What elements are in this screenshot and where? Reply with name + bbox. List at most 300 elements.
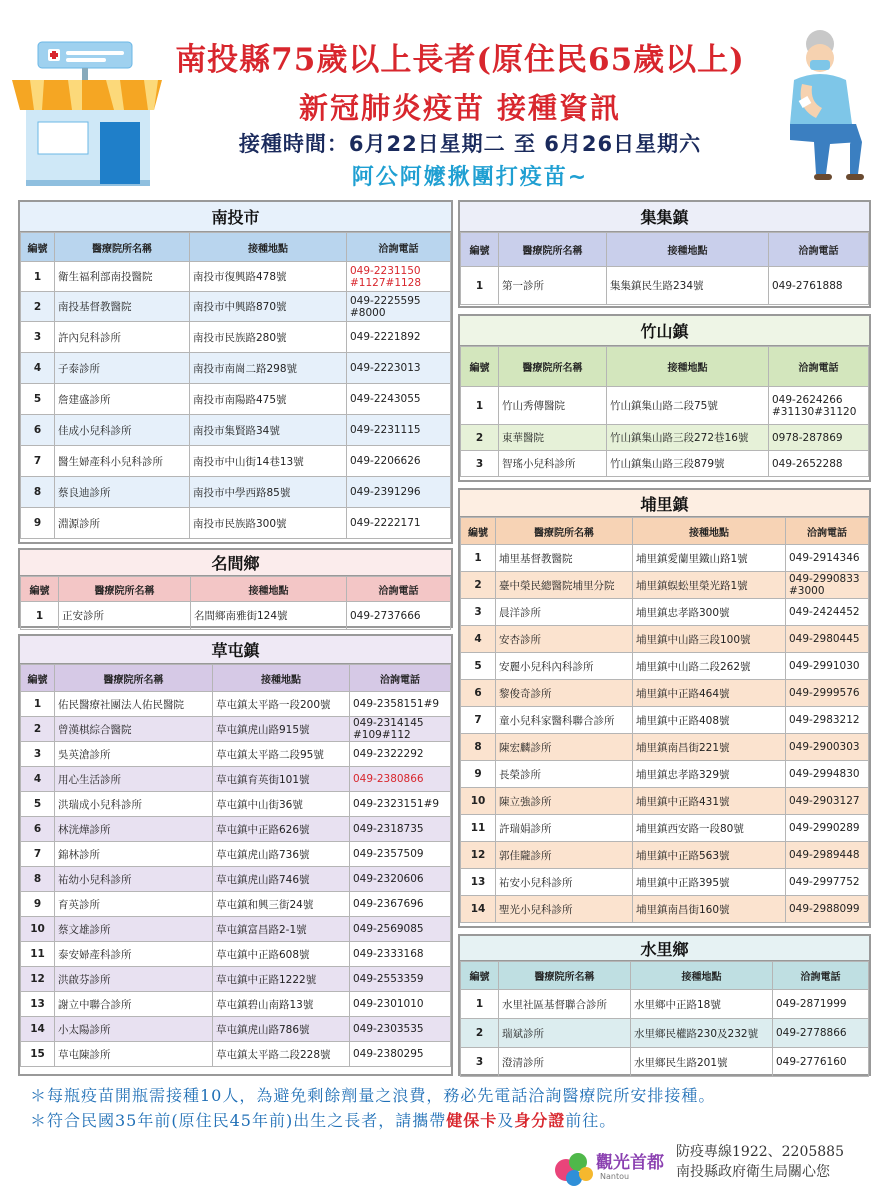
clinic-address: 埔里鎮中正路431號 bbox=[633, 788, 786, 815]
agency-text: 南投縣政府衛生局關心您 bbox=[676, 1164, 830, 1180]
table-row bbox=[461, 815, 869, 842]
clinic-name: 許瑞娟診所 bbox=[496, 815, 633, 842]
table-row bbox=[21, 415, 451, 446]
col-header-name: 醫療院所名稱 bbox=[499, 347, 607, 387]
col-header-number: 編號 bbox=[21, 577, 59, 602]
clinic-name: 臺中榮民總醫院埔里分院 bbox=[496, 572, 633, 599]
phone-number: 049-2367696 bbox=[353, 898, 424, 910]
table-row bbox=[21, 262, 451, 292]
table-body bbox=[461, 387, 869, 477]
phone-extension: #8000 bbox=[350, 306, 386, 319]
row-number: 13 bbox=[461, 869, 496, 896]
clinic-phone bbox=[347, 415, 451, 446]
clinic-phone bbox=[347, 262, 451, 292]
clinic-phone bbox=[786, 815, 869, 842]
clinic-phone bbox=[786, 572, 869, 599]
clinic-table bbox=[20, 232, 451, 539]
clinic-address: 埔里鎮西安路一段80號 bbox=[633, 815, 786, 842]
col-header-location: 接種地點 bbox=[607, 233, 769, 267]
phone-number: 0978-287869 bbox=[772, 431, 843, 444]
row-number: 7 bbox=[21, 446, 55, 477]
phone-extension: #109#112 bbox=[353, 729, 411, 741]
clinic-phone bbox=[769, 425, 869, 451]
clinic-address: 埔里鎮中正路464號 bbox=[633, 680, 786, 707]
phone-number: 049-2652288 bbox=[772, 457, 843, 470]
row-number: 12 bbox=[21, 967, 55, 992]
col-header-number: 編號 bbox=[21, 665, 55, 692]
phone-number: 049-2231115 bbox=[350, 424, 421, 436]
clinic-phone bbox=[350, 942, 451, 967]
col-header-location: 接種地點 bbox=[213, 665, 350, 692]
clinic-phone bbox=[350, 792, 451, 817]
col-header-phone: 洽詢電話 bbox=[347, 577, 451, 602]
clinic-phone bbox=[350, 742, 451, 767]
table-row bbox=[461, 653, 869, 680]
table-row bbox=[21, 508, 451, 539]
clinic-address: 竹山鎮集山路三段272巷16號 bbox=[607, 425, 769, 451]
phone-number: 049-2314145 bbox=[353, 717, 424, 729]
table-row bbox=[21, 817, 451, 842]
row-number: 1 bbox=[461, 267, 499, 305]
note-required-documents bbox=[30, 1108, 616, 1131]
clinic-phone bbox=[347, 384, 451, 415]
clinic-phone bbox=[350, 817, 451, 842]
phone-number: 049-2380866 bbox=[353, 773, 424, 785]
phone-number: 049-2553359 bbox=[353, 973, 424, 985]
clinic-address: 草屯鎮太平路一段200號 bbox=[213, 692, 350, 717]
table-row bbox=[21, 767, 451, 792]
phone-number: 049-2624266 bbox=[772, 393, 843, 406]
clinic-phone bbox=[769, 387, 869, 425]
table-row bbox=[461, 869, 869, 896]
table-row bbox=[461, 599, 869, 626]
clinic-phone bbox=[347, 602, 451, 630]
clinic-address: 埔里鎮南昌街221號 bbox=[633, 734, 786, 761]
slogan-text: 阿公阿嬤揪團打疫苗~ bbox=[351, 165, 589, 190]
row-number: 8 bbox=[21, 477, 55, 508]
table-row bbox=[461, 842, 869, 869]
clinic-address: 埔里鎮中正路395號 bbox=[633, 869, 786, 896]
clinic-address: 名間鄉南雅街124號 bbox=[191, 602, 347, 630]
col-header-phone: 洽詢電話 bbox=[773, 962, 869, 990]
clinic-phone bbox=[350, 1042, 451, 1067]
table-row bbox=[21, 477, 451, 508]
phone-number: 049-2997752 bbox=[789, 876, 860, 888]
clinic-address: 埔里鎮忠孝路300號 bbox=[633, 599, 786, 626]
clinic-phone bbox=[786, 788, 869, 815]
page-title: 南投縣75歲以上長者(原住民65歲以上) bbox=[175, 42, 745, 78]
table-row bbox=[461, 387, 869, 425]
row-number: 2 bbox=[21, 292, 55, 322]
table-row bbox=[21, 384, 451, 415]
clinic-address: 埔里鎮愛蘭里鐵山路1號 bbox=[633, 545, 786, 572]
clinic-phone bbox=[350, 992, 451, 1017]
row-number: 14 bbox=[21, 1017, 55, 1042]
schedule-text: 接種時間：6月22日星期二 至 6月26日星期六 bbox=[238, 132, 702, 156]
row-number: 2 bbox=[461, 425, 499, 451]
clinic-name: 東華醫院 bbox=[499, 425, 607, 451]
table-body bbox=[21, 602, 451, 630]
row-number: 9 bbox=[461, 761, 496, 788]
phone-number: 049-2903127 bbox=[789, 795, 860, 807]
clinic-name: 洪啟芬診所 bbox=[55, 967, 213, 992]
table-row bbox=[461, 788, 869, 815]
clinic-name: 安杏診所 bbox=[496, 626, 633, 653]
clinic-phone bbox=[786, 734, 869, 761]
clinic-name: 育英診所 bbox=[55, 892, 213, 917]
note-and: 及 bbox=[497, 1111, 515, 1130]
phone-number: 049-2303535 bbox=[353, 1023, 424, 1035]
clinic-name: 澄清診所 bbox=[499, 1048, 631, 1077]
hotline-text: 防疫專線1922、2205885 bbox=[676, 1144, 844, 1160]
clinic-name: 第一診所 bbox=[499, 267, 607, 305]
col-header-name: 醫療院所名稱 bbox=[499, 962, 631, 990]
phone-number: 049-2900303 bbox=[789, 741, 860, 753]
row-number: 3 bbox=[461, 599, 496, 626]
phone-number: 049-2991030 bbox=[789, 660, 860, 672]
phone-number: 049-2320606 bbox=[353, 873, 424, 885]
row-number: 1 bbox=[21, 262, 55, 292]
clinic-name: 吳英滄診所 bbox=[55, 742, 213, 767]
clinic-address: 草屯鎮中正路626號 bbox=[213, 817, 350, 842]
phone-number: 049-2988099 bbox=[789, 903, 860, 915]
clinic-name: 祐安小兒科診所 bbox=[496, 869, 633, 896]
table-row bbox=[21, 942, 451, 967]
table-row bbox=[461, 1048, 869, 1077]
phone-number: 049-2424452 bbox=[789, 606, 860, 618]
clinic-name: 瑞斌診所 bbox=[499, 1019, 631, 1048]
col-header-phone: 洽詢電話 bbox=[350, 665, 451, 692]
row-number: 6 bbox=[21, 817, 55, 842]
row-number: 14 bbox=[461, 896, 496, 923]
table-body bbox=[461, 267, 869, 305]
row-number: 1 bbox=[21, 692, 55, 717]
clinic-name: 佳成小兒科診所 bbox=[55, 415, 190, 446]
row-number: 4 bbox=[21, 353, 55, 384]
clinic-name: 許內兒科診所 bbox=[55, 322, 190, 353]
section-mingjian bbox=[18, 548, 453, 628]
phone-extension: #1127#1128 bbox=[350, 276, 422, 289]
clinic-name: 黎俊奇診所 bbox=[496, 680, 633, 707]
clinic-phone bbox=[769, 267, 869, 305]
table-row bbox=[21, 292, 451, 322]
clinic-address: 埔里鎮中山路三段100號 bbox=[633, 626, 786, 653]
row-number: 10 bbox=[21, 917, 55, 942]
id-card-highlight: 身分證 bbox=[514, 1111, 566, 1130]
col-header-number: 編號 bbox=[461, 518, 496, 545]
clinic-name: 醫生婦產科小兒科診所 bbox=[55, 446, 190, 477]
clinic-phone bbox=[773, 1019, 869, 1048]
table-row bbox=[461, 425, 869, 451]
clinic-table bbox=[460, 232, 869, 305]
clinic-phone bbox=[786, 653, 869, 680]
table-row bbox=[21, 1017, 451, 1042]
row-number: 5 bbox=[21, 792, 55, 817]
section-jiji bbox=[458, 200, 871, 308]
clinic-address: 草屯鎮太平路二段228號 bbox=[213, 1042, 350, 1067]
table-row bbox=[21, 692, 451, 717]
row-number: 3 bbox=[21, 742, 55, 767]
clinic-name: 衛生福利部南投醫院 bbox=[55, 262, 190, 292]
section-title: 草屯鎮 bbox=[20, 636, 451, 664]
clinic-phone bbox=[773, 990, 869, 1019]
phone-number: 049-2318735 bbox=[353, 823, 424, 835]
phone-number: 049-2569085 bbox=[353, 923, 424, 935]
row-number: 3 bbox=[461, 451, 499, 477]
clinic-address: 南投市南陽路475號 bbox=[190, 384, 347, 415]
clinic-address: 水里鄉中正路18號 bbox=[631, 990, 773, 1019]
clinic-phone bbox=[347, 477, 451, 508]
phone-number: 049-2357509 bbox=[353, 848, 424, 860]
table-row bbox=[461, 680, 869, 707]
clinic-address: 埔里鎮中山路二段262號 bbox=[633, 653, 786, 680]
table-row bbox=[461, 761, 869, 788]
clinic-address: 草屯鎮中山街36號 bbox=[213, 792, 350, 817]
table-row bbox=[21, 353, 451, 384]
health-card-highlight: 健保卡 bbox=[446, 1111, 498, 1130]
table-row bbox=[461, 572, 869, 599]
clinic-phone bbox=[347, 446, 451, 477]
table-row bbox=[21, 446, 451, 477]
clinic-phone bbox=[347, 322, 451, 353]
section-puli bbox=[458, 488, 871, 928]
clinic-name: 陳宏麟診所 bbox=[496, 734, 633, 761]
clinic-phone bbox=[786, 842, 869, 869]
row-number: 8 bbox=[461, 734, 496, 761]
clinic-address: 草屯鎮虎山路736號 bbox=[213, 842, 350, 867]
phone-number: 049-2322292 bbox=[353, 748, 424, 760]
row-number: 12 bbox=[461, 842, 496, 869]
phone-number: 049-2333168 bbox=[353, 948, 424, 960]
clinic-phone bbox=[350, 892, 451, 917]
clinic-table bbox=[460, 961, 869, 1077]
phone-number: 049-2994830 bbox=[789, 768, 860, 780]
clinic-phone bbox=[350, 767, 451, 792]
clinic-phone bbox=[347, 292, 451, 322]
col-header-location: 接種地點 bbox=[191, 577, 347, 602]
table-row bbox=[21, 602, 451, 630]
clinic-name: 錦林診所 bbox=[55, 842, 213, 867]
clinic-phone bbox=[347, 353, 451, 384]
phone-number: 049-2999576 bbox=[789, 687, 860, 699]
table-row bbox=[21, 742, 451, 767]
clinic-name: 長榮診所 bbox=[496, 761, 633, 788]
col-header-phone: 洽詢電話 bbox=[769, 347, 869, 387]
clinic-address: 草屯鎮虎山路915號 bbox=[213, 717, 350, 742]
clinic-address: 集集鎮民生路234號 bbox=[607, 267, 769, 305]
clinic-phone bbox=[347, 508, 451, 539]
section-zhushan bbox=[458, 314, 871, 482]
section-title: 南投市 bbox=[20, 202, 451, 232]
table-body bbox=[461, 545, 869, 923]
clinic-name: 草屯陳診所 bbox=[55, 1042, 213, 1067]
clinic-name: 水里社區基督聯合診所 bbox=[499, 990, 631, 1019]
clinic-address: 南投市復興路478號 bbox=[190, 262, 347, 292]
section-title: 名間鄉 bbox=[20, 550, 451, 576]
col-header-name: 醫療院所名稱 bbox=[496, 518, 633, 545]
clinic-address: 草屯鎮太平路二段95號 bbox=[213, 742, 350, 767]
phone-number: 049-2391296 bbox=[350, 486, 421, 498]
clinic-phone bbox=[786, 761, 869, 788]
clinic-name: 安麗小兒科內科診所 bbox=[496, 653, 633, 680]
clinic-address: 水里鄉民生路201號 bbox=[631, 1048, 773, 1077]
section-caotun bbox=[18, 634, 453, 1076]
clinic-address: 埔里鎮蜈蚣里榮光路1號 bbox=[633, 572, 786, 599]
row-number: 5 bbox=[461, 653, 496, 680]
clinic-phone bbox=[786, 869, 869, 896]
phone-number: 049-2225595 bbox=[350, 294, 421, 307]
clinic-address: 草屯鎮中正路608號 bbox=[213, 942, 350, 967]
table-row bbox=[461, 545, 869, 572]
row-number: 9 bbox=[21, 892, 55, 917]
phone-number: 049-2761888 bbox=[772, 279, 843, 292]
row-number: 2 bbox=[461, 1019, 499, 1048]
section-title: 竹山鎮 bbox=[460, 316, 869, 346]
clinic-phone bbox=[350, 842, 451, 867]
row-number: 11 bbox=[461, 815, 496, 842]
clinic-address: 竹山鎮集山路三段879號 bbox=[607, 451, 769, 477]
clinic-address: 竹山鎮集山路二段75號 bbox=[607, 387, 769, 425]
clinic-address: 埔里鎮南昌街160號 bbox=[633, 896, 786, 923]
table-row bbox=[21, 322, 451, 353]
clinic-phone bbox=[769, 451, 869, 477]
table-row bbox=[21, 967, 451, 992]
clinic-name: 智瑤小兒科診所 bbox=[499, 451, 607, 477]
row-number: 3 bbox=[461, 1048, 499, 1077]
clinic-phone bbox=[786, 626, 869, 653]
col-header-phone: 洽詢電話 bbox=[786, 518, 869, 545]
table-row bbox=[21, 717, 451, 742]
clinic-address: 埔里鎮中正路408號 bbox=[633, 707, 786, 734]
clinic-address: 草屯鎮育英街101號 bbox=[213, 767, 350, 792]
col-header-location: 接種地點 bbox=[607, 347, 769, 387]
row-number: 15 bbox=[21, 1042, 55, 1067]
clinic-address: 草屯鎮碧山南路13號 bbox=[213, 992, 350, 1017]
row-number: 13 bbox=[21, 992, 55, 1017]
tourism-logo-text: 觀光首都 bbox=[596, 1153, 664, 1173]
clinic-address: 草屯鎮中正路1222號 bbox=[213, 967, 350, 992]
phone-number: 049-2983212 bbox=[789, 714, 860, 726]
table-row bbox=[21, 792, 451, 817]
footer-contact bbox=[676, 1142, 886, 1182]
clinic-name: 小太陽診所 bbox=[55, 1017, 213, 1042]
tourism-logo bbox=[552, 1140, 672, 1194]
clinic-name: 佑民醫療社團法人佑民醫院 bbox=[55, 692, 213, 717]
clinic-phone bbox=[350, 917, 451, 942]
table-row bbox=[21, 867, 451, 892]
clinic-phone bbox=[350, 967, 451, 992]
row-number: 4 bbox=[461, 626, 496, 653]
row-number: 2 bbox=[21, 717, 55, 742]
clinic-phone bbox=[786, 545, 869, 572]
table-row bbox=[461, 734, 869, 761]
phone-number: 049-2737666 bbox=[350, 609, 421, 622]
col-header-location: 接種地點 bbox=[633, 518, 786, 545]
phone-number: 049-2206626 bbox=[350, 455, 421, 467]
phone-number: 049-2231150 bbox=[350, 264, 421, 277]
col-header-location: 接種地點 bbox=[631, 962, 773, 990]
table-row bbox=[21, 917, 451, 942]
clinic-phone bbox=[786, 599, 869, 626]
clinic-name: 用心生活診所 bbox=[55, 767, 213, 792]
row-number: 7 bbox=[21, 842, 55, 867]
note-prefix: ＊符合民國35年前(原住民45年前)出生之長者，請攜帶 bbox=[30, 1111, 447, 1130]
table-row bbox=[461, 1019, 869, 1048]
clinic-name: 淵源診所 bbox=[55, 508, 190, 539]
col-header-name: 醫療院所名稱 bbox=[59, 577, 191, 602]
section-title: 水里鄉 bbox=[460, 936, 869, 961]
table-row bbox=[21, 892, 451, 917]
table-row bbox=[461, 990, 869, 1019]
phone-number: 049-2380295 bbox=[353, 1048, 424, 1060]
clinic-table bbox=[20, 664, 451, 1067]
clinic-address: 南投市集賢路34號 bbox=[190, 415, 347, 446]
clinic-name: 林洸燁診所 bbox=[55, 817, 213, 842]
clinic-name: 南投基督教醫院 bbox=[55, 292, 190, 322]
row-number: 4 bbox=[21, 767, 55, 792]
row-number: 1 bbox=[461, 990, 499, 1019]
clinic-name: 郭佳隴診所 bbox=[496, 842, 633, 869]
row-number: 2 bbox=[461, 572, 496, 599]
clinic-address: 南投市中學西路85號 bbox=[190, 477, 347, 508]
clinic-address: 南投市中山街14巷13號 bbox=[190, 446, 347, 477]
table-row bbox=[21, 992, 451, 1017]
clinic-address: 草屯鎮富昌路2-1號 bbox=[213, 917, 350, 942]
table-body bbox=[21, 692, 451, 1067]
col-header-number: 編號 bbox=[461, 347, 499, 387]
row-number: 1 bbox=[461, 545, 496, 572]
clinic-table bbox=[20, 576, 451, 630]
phone-number: 049-2871999 bbox=[776, 998, 847, 1010]
clinic-name: 子泰診所 bbox=[55, 353, 190, 384]
row-number: 1 bbox=[461, 387, 499, 425]
row-number: 11 bbox=[21, 942, 55, 967]
note-suffix: 前往。 bbox=[565, 1111, 617, 1130]
col-header-name: 醫療院所名稱 bbox=[55, 665, 213, 692]
clinic-name: 童小兒科家醫科聯合診所 bbox=[496, 707, 633, 734]
clinic-phone bbox=[786, 707, 869, 734]
clinic-address: 草屯鎮虎山路786號 bbox=[213, 1017, 350, 1042]
row-number: 3 bbox=[21, 322, 55, 353]
clinic-phone bbox=[350, 1017, 451, 1042]
phone-extension: #31130#31120 bbox=[772, 405, 857, 418]
table-row bbox=[461, 267, 869, 305]
phone-number: 049-2223013 bbox=[350, 362, 421, 374]
clinic-phone bbox=[350, 717, 451, 742]
row-number: 9 bbox=[21, 508, 55, 539]
clinic-name: 蔡文雄診所 bbox=[55, 917, 213, 942]
row-number: 6 bbox=[21, 415, 55, 446]
clinic-name: 聖光小兒科診所 bbox=[496, 896, 633, 923]
phone-number: 049-2301010 bbox=[353, 998, 424, 1010]
phone-number: 049-2914346 bbox=[789, 552, 860, 564]
clinic-name: 泰安婦產科診所 bbox=[55, 942, 213, 967]
tourism-logo-subtext: Nantou bbox=[600, 1172, 630, 1181]
clinic-address: 埔里鎮忠孝路329號 bbox=[633, 761, 786, 788]
clinic-address: 南投市民族路300號 bbox=[190, 508, 347, 539]
clinic-table bbox=[460, 517, 869, 923]
clinic-address: 南投市中興路870號 bbox=[190, 292, 347, 322]
col-header-number: 編號 bbox=[461, 962, 499, 990]
row-number: 8 bbox=[21, 867, 55, 892]
clinic-name: 蔡良迪診所 bbox=[55, 477, 190, 508]
section-shuili bbox=[458, 934, 871, 1076]
table-body bbox=[21, 262, 451, 539]
clinic-address: 水里鄉民權路230及232號 bbox=[631, 1019, 773, 1048]
row-number: 1 bbox=[21, 602, 59, 630]
phone-number: 049-2776160 bbox=[776, 1056, 847, 1068]
row-number: 5 bbox=[21, 384, 55, 415]
